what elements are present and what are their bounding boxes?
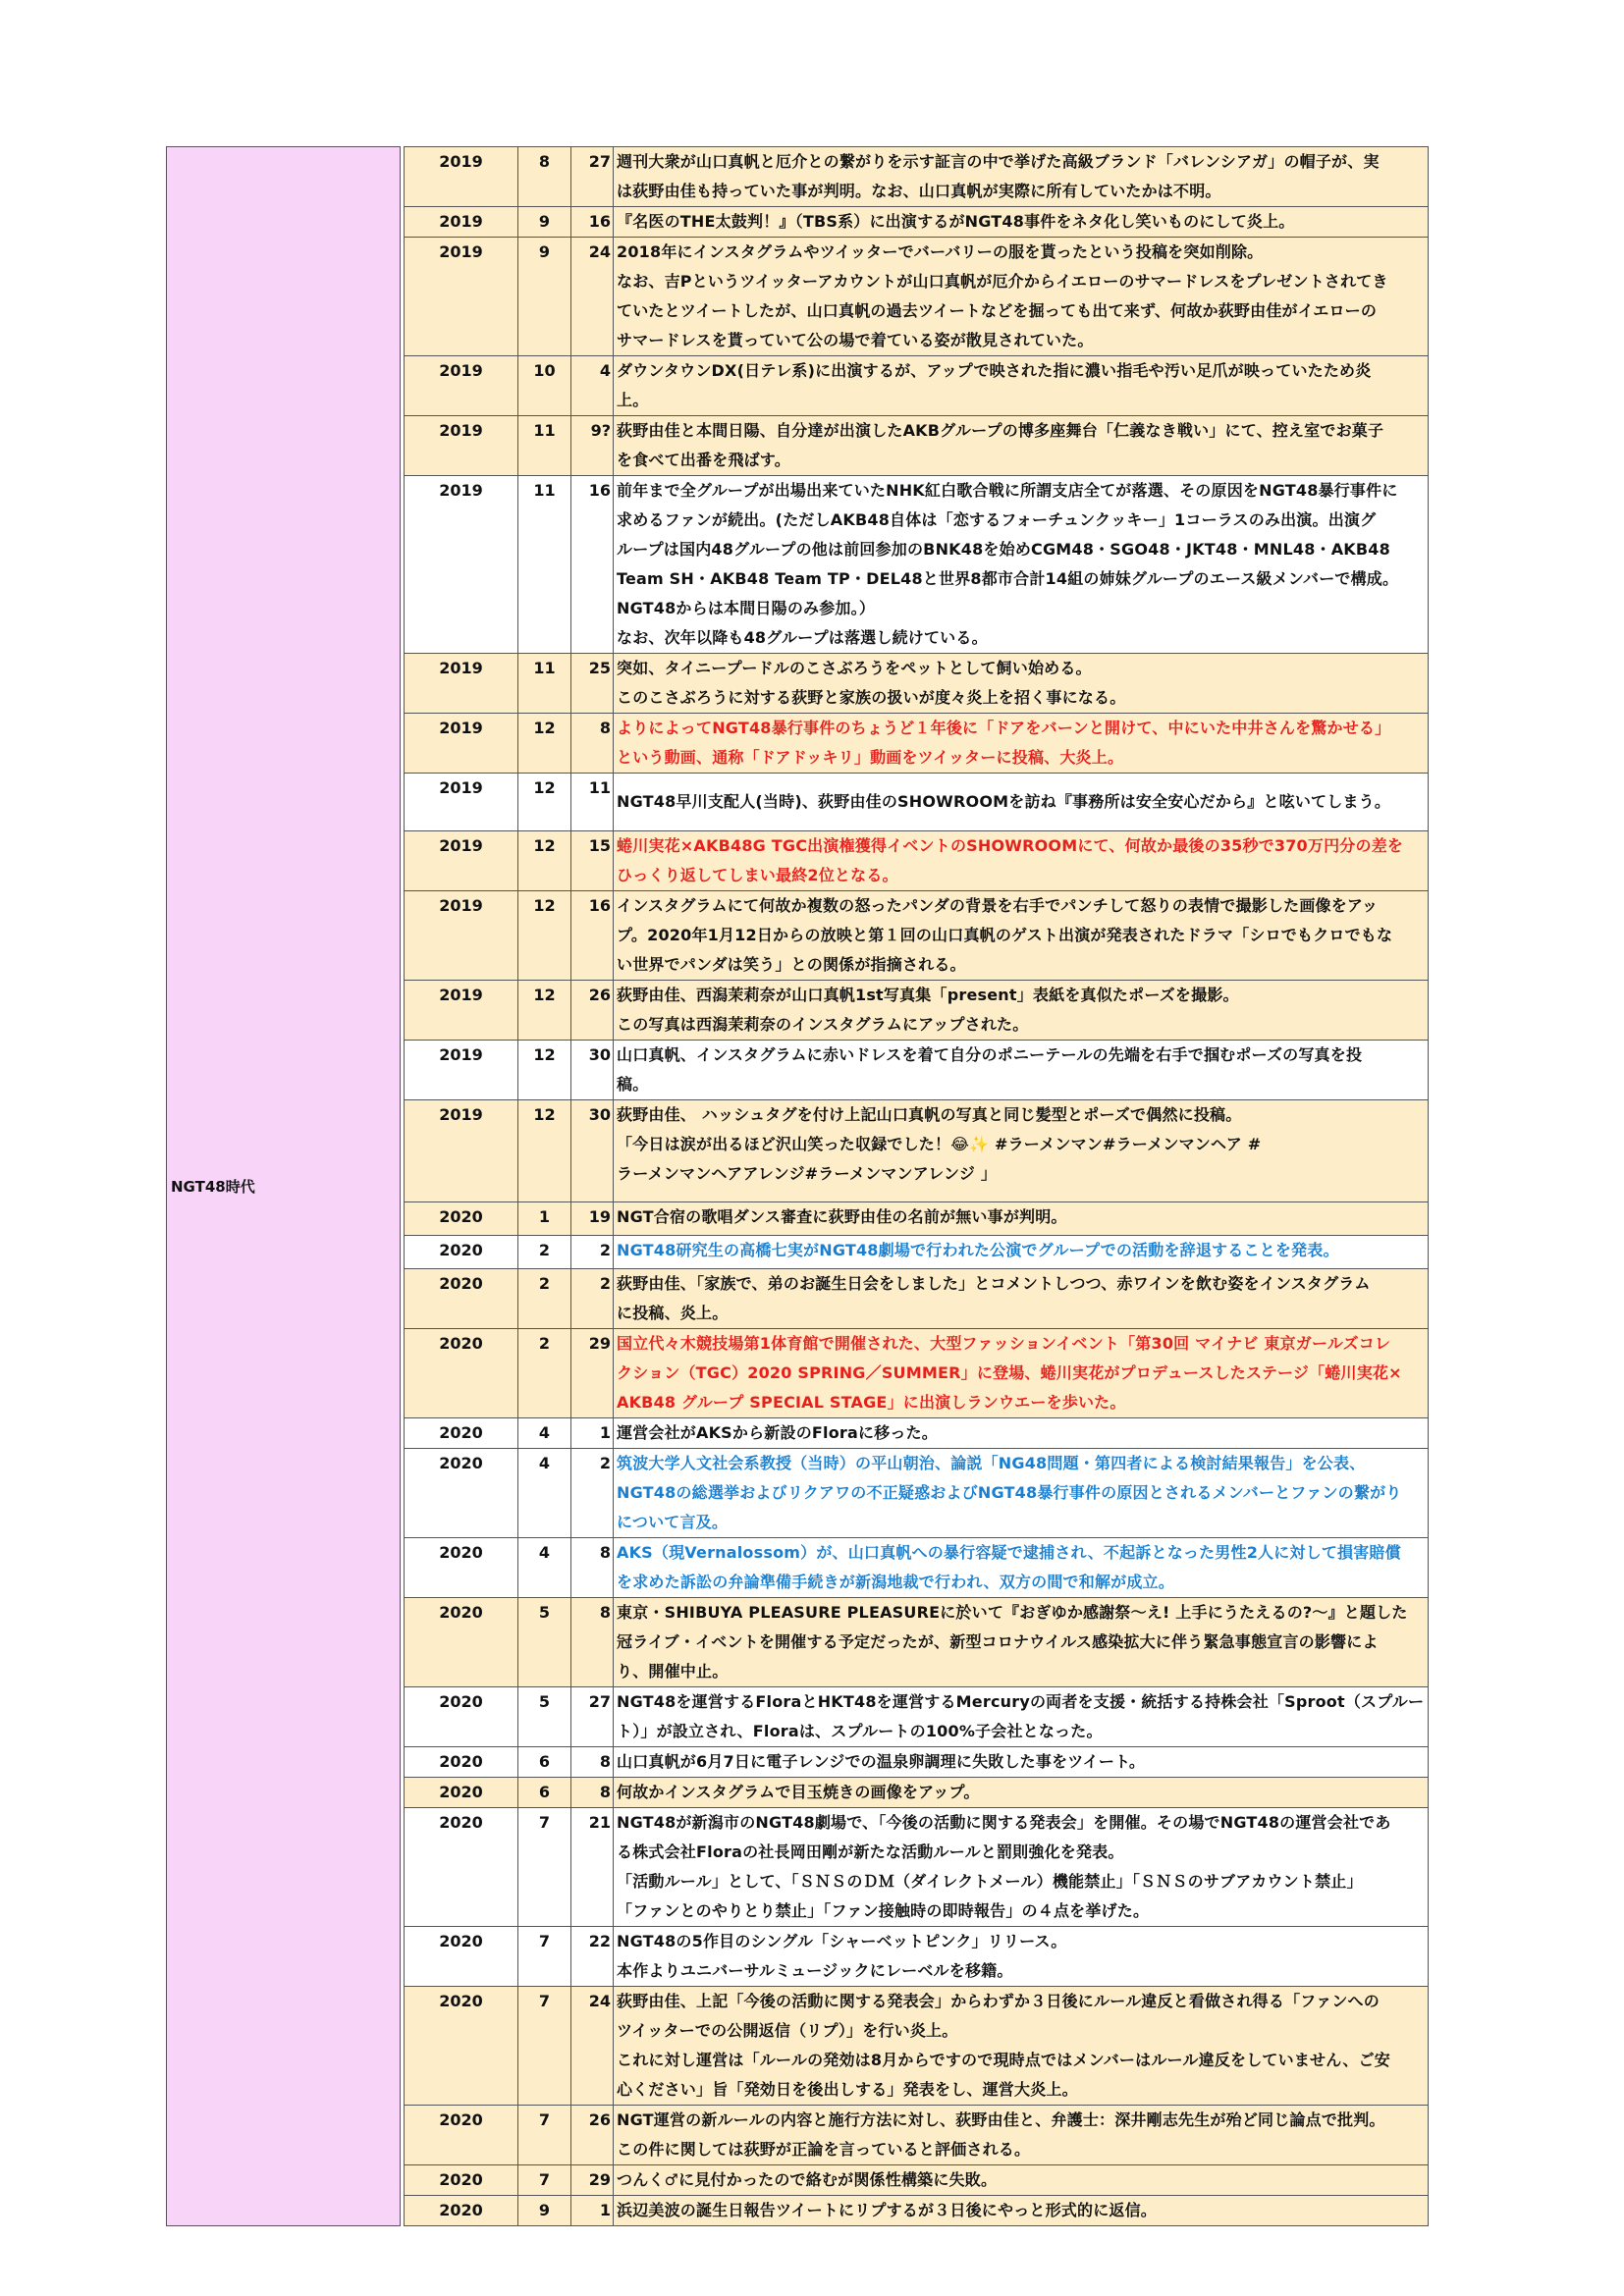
event-line: 浜辺美波の誕生日報告ツイートにリプするが３日後にやっと形式的に返信。 (617, 2201, 1158, 2219)
event-description (614, 1987, 1429, 2106)
year-cell: 2019 (405, 1100, 518, 1202)
event-line: NGT48研究生の高橋七実がNGT48劇場で行われた公演でグループでの活動を辞退することを発表。 (617, 1241, 1339, 1259)
day-cell: 15 (571, 831, 614, 891)
event-line: 荻野由佳、西潟茉莉奈が山口真帆1st写真集「present」表紙を真似たポーズを撮影。 (617, 986, 1239, 1004)
event-description (614, 356, 1429, 416)
day-cell: 16 (571, 891, 614, 981)
day-cell: 26 (571, 2106, 614, 2165)
event-line: 上。 (617, 391, 649, 409)
event-description (614, 1449, 1429, 1538)
month-cell: 7 (518, 2106, 571, 2165)
day-cell: 24 (571, 1987, 614, 2106)
month-cell: 12 (518, 831, 571, 891)
event-line: 荻野由佳、「家族で、弟のお誕生日会をしました」とコメントしつつ、赤ワインを飲む姿をインスタグラム (617, 1274, 1371, 1293)
event-description (614, 1236, 1429, 1269)
event-description (614, 1100, 1429, 1202)
event-line: 心ください」旨「発効日を後出しする」発表をし、運営大炎上。 (617, 2080, 1078, 2099)
event-line: 荻野由佳と本間日陽、自分達が出演したAKBグループの博多座舞台「仁義なき戦い」にて、控え室でお菓子 (617, 421, 1384, 440)
month-cell: 9 (518, 238, 571, 356)
event-description (614, 147, 1429, 207)
event-line: ていたとツイートしたが、山口真帆の過去ツイートなどを掘っても出て来ず、何故か荻野由佳がイエローの (617, 301, 1378, 320)
event-line: インスタグラムにて何故か複数の怒ったパンダの背景を右手でパンチして怒りの表情で撮影した画像をアッ (617, 896, 1379, 915)
day-cell: 21 (571, 1808, 614, 1927)
event-line: を食べて出番を飛ばす。 (617, 451, 790, 469)
event-line: 「活動ルール」として、「ＳＮＳのＤＭ（ダイレクトメール）機能禁止」「ＳＮＳのサブアカウント禁止」 (617, 1872, 1363, 1891)
day-cell: 2 (571, 1449, 614, 1538)
event-line: Team SH・AKB48 Team TP・DEL48と世界8都市合計14組の姉妹グループのエース級メンバーで構成。 (617, 569, 1399, 588)
event-line: これに対し運営は「ルールの発効は8月からですので現時点ではメンバーはルール違反をしていません、ご安 (617, 2051, 1390, 2069)
day-cell: 1 (571, 2196, 614, 2226)
month-cell: 10 (518, 356, 571, 416)
year-cell: 2019 (405, 238, 518, 356)
event-line: このこさぶろうに対する荻野と家族の扱いが度々炎上を招く事になる。 (617, 688, 1126, 707)
month-cell: 5 (518, 1687, 571, 1747)
month-cell: 6 (518, 1747, 571, 1778)
day-cell: 4 (571, 356, 614, 416)
event-line: つんく♂に見付かったので絡むが関係性構築に失敗。 (617, 2170, 998, 2189)
event-line: 本作よりユニバーサルミュージックにレーベルを移籍。 (617, 1961, 1013, 1980)
month-cell: 2 (518, 1269, 571, 1329)
event-line: 『名医のTHE太鼓判！』（TBS系）に出演するがNGT48事件をネタ化し笑いものにして炎上。 (617, 212, 1295, 231)
day-cell: 1 (571, 1418, 614, 1449)
month-cell: 7 (518, 2165, 571, 2196)
day-cell: 2 (571, 1236, 614, 1269)
day-cell: 8 (571, 1747, 614, 1778)
event-line: NGT48の総選挙およびリクアワの不正疑惑およびNGT48暴行事件の原因とされるメンバーとファンの繋がり (617, 1483, 1402, 1502)
day-cell: 8 (571, 714, 614, 774)
month-cell: 4 (518, 1449, 571, 1538)
event-line: AKB48 グループ SPECIAL STAGE」に出演しランウエーを歩いた。 (617, 1393, 1126, 1412)
month-cell: 7 (518, 1927, 571, 1987)
table-row (167, 147, 1429, 207)
day-cell: 29 (571, 1329, 614, 1418)
month-cell: 7 (518, 1808, 571, 1927)
event-line: ループは国内48グループの他は前回参加のBNK48を始めCGM48・SGO48・JKT48・MNL48・AKB48 (617, 540, 1390, 559)
year-cell: 2020 (405, 2106, 518, 2165)
event-description (614, 2196, 1429, 2226)
event-description (614, 1418, 1429, 1449)
event-line: NGT48を運営するFloraとHKT48を運営するMercuryの両者を支援・統括する持株会社「Sproot（スプルー (617, 1692, 1425, 1711)
day-cell: 29 (571, 2165, 614, 2196)
month-cell: 4 (518, 1418, 571, 1449)
event-line: 求めるファンが続出。(ただしAKB48自体は「恋するフォーチュンクッキー」1コーラスのみ出演。出演グ (617, 510, 1377, 529)
event-line: 稿。 (617, 1075, 649, 1094)
event-line: という動画、通称「ドアドッキリ」動画をツイッターに投稿、大炎上。 (617, 748, 1124, 767)
year-cell: 2020 (405, 1687, 518, 1747)
event-line: ダウンタウンDX(日テレ系)に出演するが、アップで映された指に濃い指毛や汚い足爪が映っていたため炎 (617, 361, 1372, 380)
event-line: 山口真帆、インスタグラムに赤いドレスを着て自分のポニーテールの先端を右手で掴むポーズの写真を投 (617, 1045, 1363, 1064)
month-cell: 11 (518, 476, 571, 654)
event-description (614, 1747, 1429, 1778)
year-cell: 2019 (405, 891, 518, 981)
event-line: NGT48早川支配人(当時)、荻野由佳のSHOWROOMを訪ね『事務所は安全安心だから』と呟いてしまう。 (617, 792, 1391, 811)
event-line: なお、次年以降も48グループは落選し続けている。 (617, 628, 988, 647)
event-description (614, 2106, 1429, 2165)
day-cell: 26 (571, 981, 614, 1041)
timeline-table (166, 146, 1429, 2226)
event-description (614, 2165, 1429, 2196)
month-cell: 12 (518, 1100, 571, 1202)
event-description (614, 1808, 1429, 1927)
event-description (614, 1538, 1429, 1598)
event-line: 山口真帆が6月7日に電子レンジでの温泉卵調理に失敗した事をツイート。 (617, 1752, 1146, 1771)
month-cell: 9 (518, 2196, 571, 2226)
event-description (614, 774, 1429, 831)
year-cell: 2019 (405, 356, 518, 416)
day-cell: 9? (571, 416, 614, 476)
event-line: ト）」が設立され、Floraは、スプルートの100%子会社となった。 (617, 1722, 1103, 1740)
event-line: なお、吉Pというツイッターアカウントが山口真帆が厄介からイエローのサマードレスをプレゼントされてき (617, 272, 1388, 291)
month-cell: 12 (518, 891, 571, 981)
event-description (614, 891, 1429, 981)
event-line: NGT48からは本間日陽のみ参加。） (617, 599, 876, 617)
event-line: よりによってNGT48暴行事件のちょうど１年後に「ドアをバーンと開けて、中にいた中井さんを驚かせる」 (617, 719, 1391, 737)
year-cell: 2020 (405, 1927, 518, 1987)
event-description (614, 476, 1429, 654)
event-line: 前年まで全グループが出場出来ていたNHK紅白歌合戦に所謂支店全てが落選、その原因をNGT48暴行事件に (617, 481, 1398, 500)
month-cell: 7 (518, 1987, 571, 2106)
day-cell: 27 (571, 1687, 614, 1747)
month-cell: 2 (518, 1236, 571, 1269)
month-cell: 6 (518, 1778, 571, 1808)
year-cell: 2019 (405, 1041, 518, 1100)
month-cell: 12 (518, 981, 571, 1041)
event-line: サマードレスを貰っていて公の場で着ている姿が散見されていた。 (617, 331, 1094, 349)
event-description (614, 1041, 1429, 1100)
event-line: ツイッターでの公開返信（リプ）」を行い炎上。 (617, 2021, 958, 2040)
event-line: る株式会社Floraの社長岡田剛が新たな活動ルールと罰則強化を発表。 (617, 1842, 1124, 1861)
event-description (614, 238, 1429, 356)
event-line: NGT48が新潟市のNGT48劇場で、「今後の活動に関する発表会」を開催。その場でNGT48の運営会社であ (617, 1813, 1391, 1832)
event-line: 冠ライブ・イベントを開催する予定だったが、新型コロナウイルス感染拡大に伴う緊急事態宣言の影響によ (617, 1632, 1379, 1651)
year-cell: 2020 (405, 1418, 518, 1449)
day-cell: 11 (571, 774, 614, 831)
year-cell: 2020 (405, 2196, 518, 2226)
event-description (614, 1927, 1429, 1987)
event-line: プ。2020年1月12日からの放映と第１回の山口真帆のゲスト出演が発表されたドラマ「シロでもクロでもな (617, 926, 1393, 944)
event-description (614, 1202, 1429, 1236)
event-description (614, 654, 1429, 714)
year-cell: 2020 (405, 1598, 518, 1687)
event-line: 荻野由佳、 ハッシュタグを付け上記山口真帆の写真と同じ髪型とポーズで偶然に投稿。 (617, 1105, 1242, 1124)
event-line: に投稿、炎上。 (617, 1304, 729, 1322)
event-line: 荻野由佳、上記「今後の活動に関する発表会」からわずか３日後にルール違反と看做され得る「ファンへの (617, 1992, 1380, 2010)
event-line: について言及。 (617, 1513, 729, 1531)
event-description (614, 714, 1429, 774)
event-line: 東京・SHIBUYA PLEASURE PLEASUREに於いて『おぎゆか感謝祭〜え! 上手にうたえるの?〜』と題した (617, 1603, 1408, 1622)
month-cell: 4 (518, 1538, 571, 1598)
day-cell: 2 (571, 1269, 614, 1329)
event-line: 突如、タイニープードルのこさぶろうをペットとして飼い始める。 (617, 659, 1092, 677)
day-cell: 30 (571, 1041, 614, 1100)
month-cell: 8 (518, 147, 571, 207)
event-line: NGT運営の新ルールの内容と施行方法に対し、荻野由佳と、弁護士：深井剛志先生が殆ど同じ論点で批判。 (617, 2110, 1385, 2129)
year-cell: 2020 (405, 1747, 518, 1778)
year-cell: 2020 (405, 1236, 518, 1269)
event-line: AKS（現Vernalossom）が、山口真帆への暴行容疑で逮捕され、不起訴となった男性2人に対して損害賠償 (617, 1543, 1401, 1562)
year-cell: 2020 (405, 1778, 518, 1808)
day-cell: 27 (571, 147, 614, 207)
year-cell: 2020 (405, 1808, 518, 1927)
event-description (614, 1687, 1429, 1747)
day-cell: 22 (571, 1927, 614, 1987)
year-cell: 2020 (405, 1202, 518, 1236)
event-line: 蜷川実花×AKB48G TGC出演権獲得イベントのSHOWROOMにて、何故か最後の35秒で370万円分の差を (617, 836, 1404, 855)
month-cell: 12 (518, 714, 571, 774)
timeline-body (167, 147, 1429, 2226)
month-cell: 5 (518, 1598, 571, 1687)
year-cell: 2020 (405, 1538, 518, 1598)
month-cell: 11 (518, 654, 571, 714)
month-cell: 1 (518, 1202, 571, 1236)
day-cell: 16 (571, 207, 614, 238)
year-cell: 2020 (405, 1987, 518, 2106)
event-line: り、開催中止。 (617, 1662, 729, 1681)
event-description (614, 207, 1429, 238)
event-line: クション（TGC）2020 SPRING／SUMMER」に登場、蜷川実花がプロデュースしたステージ「蜷川実花× (617, 1363, 1402, 1382)
era-label: NGT48時代 (167, 147, 401, 2226)
month-cell: 2 (518, 1329, 571, 1418)
day-cell: 8 (571, 1538, 614, 1598)
event-line: を求めた訴訟の弁論準備手続きが新潟地裁で行われ、双方の間で和解が成立。 (617, 1573, 1174, 1591)
event-description (614, 831, 1429, 891)
day-cell: 19 (571, 1202, 614, 1236)
year-cell: 2019 (405, 416, 518, 476)
year-cell: 2020 (405, 1329, 518, 1418)
event-line: い世界でパンダは笑う」との関係が指摘される。 (617, 955, 966, 974)
year-cell: 2019 (405, 774, 518, 831)
year-cell: 2019 (405, 147, 518, 207)
event-line: 運営会社がAKSから新設のFloraに移った。 (617, 1423, 938, 1442)
month-cell: 9 (518, 207, 571, 238)
day-cell: 8 (571, 1598, 614, 1687)
event-line: NGT合宿の歌唱ダンス審査に荻野由佳の名前が無い事が判明。 (617, 1207, 1067, 1226)
event-line: 何故かインスタグラムで目玉焼きの画像をアップ。 (617, 1783, 980, 1801)
event-line: 「今日は涙が出るほど沢山笑った収録でした！😂✨ #ラーメンマン#ラーメンマンヘア # (617, 1135, 1262, 1153)
event-line: ひっくり返してしまい最終2位となる。 (617, 866, 898, 884)
month-cell: 12 (518, 1041, 571, 1100)
event-description (614, 1269, 1429, 1329)
event-line: 週刊大衆が山口真帆と厄介との繋がりを示す証言の中で挙げた高級ブランド「バレンシアガ」の帽子が、実 (617, 152, 1380, 171)
year-cell: 2019 (405, 981, 518, 1041)
event-description (614, 981, 1429, 1041)
event-line: 筑波大学人文社会系教授（当時）の平山朝治、論説「NG48問題・第四者による検討結果報告」を公表、 (617, 1454, 1366, 1472)
day-cell: 16 (571, 476, 614, 654)
day-cell: 8 (571, 1778, 614, 1808)
event-description (614, 1778, 1429, 1808)
day-cell: 24 (571, 238, 614, 356)
month-cell: 12 (518, 774, 571, 831)
year-cell: 2020 (405, 1269, 518, 1329)
event-line: は荻野由佳も持っていた事が判明。なお、山口真帆が実際に所有していたかは不明。 (617, 182, 1221, 200)
event-line: NGT48の5作目のシングル「シャーベットピンク」リリース。 (617, 1932, 1067, 1950)
event-line: 2018年にインスタグラムやツイッターでバーバリーの服を貰ったという投稿を突如削除。 (617, 242, 1264, 261)
event-description (614, 1329, 1429, 1418)
event-description (614, 1598, 1429, 1687)
event-line: この件に関しては荻野が正論を言っていると評価される。 (617, 2140, 1031, 2159)
year-cell: 2019 (405, 207, 518, 238)
day-cell: 30 (571, 1100, 614, 1202)
year-cell: 2020 (405, 2165, 518, 2196)
year-cell: 2020 (405, 1449, 518, 1538)
event-line: 国立代々木競技場第1体育館で開催された、大型ファッションイベント「第30回 マイナビ 東京ガールズコレ (617, 1334, 1391, 1353)
year-cell: 2019 (405, 714, 518, 774)
year-cell: 2019 (405, 654, 518, 714)
event-description (614, 416, 1429, 476)
event-line: この写真は西潟茉莉奈のインスタグラムにアップされた。 (617, 1015, 1029, 1034)
day-cell: 25 (571, 654, 614, 714)
month-cell: 11 (518, 416, 571, 476)
year-cell: 2019 (405, 476, 518, 654)
year-cell: 2019 (405, 831, 518, 891)
event-line: ラーメンマンヘアアレンジ#ラーメンマンアレンジ 」 (617, 1164, 998, 1183)
event-line: 「ファンとのやりとり禁止」「ファン接触時の即時報告」の４点を挙げた。 (617, 1901, 1150, 1920)
